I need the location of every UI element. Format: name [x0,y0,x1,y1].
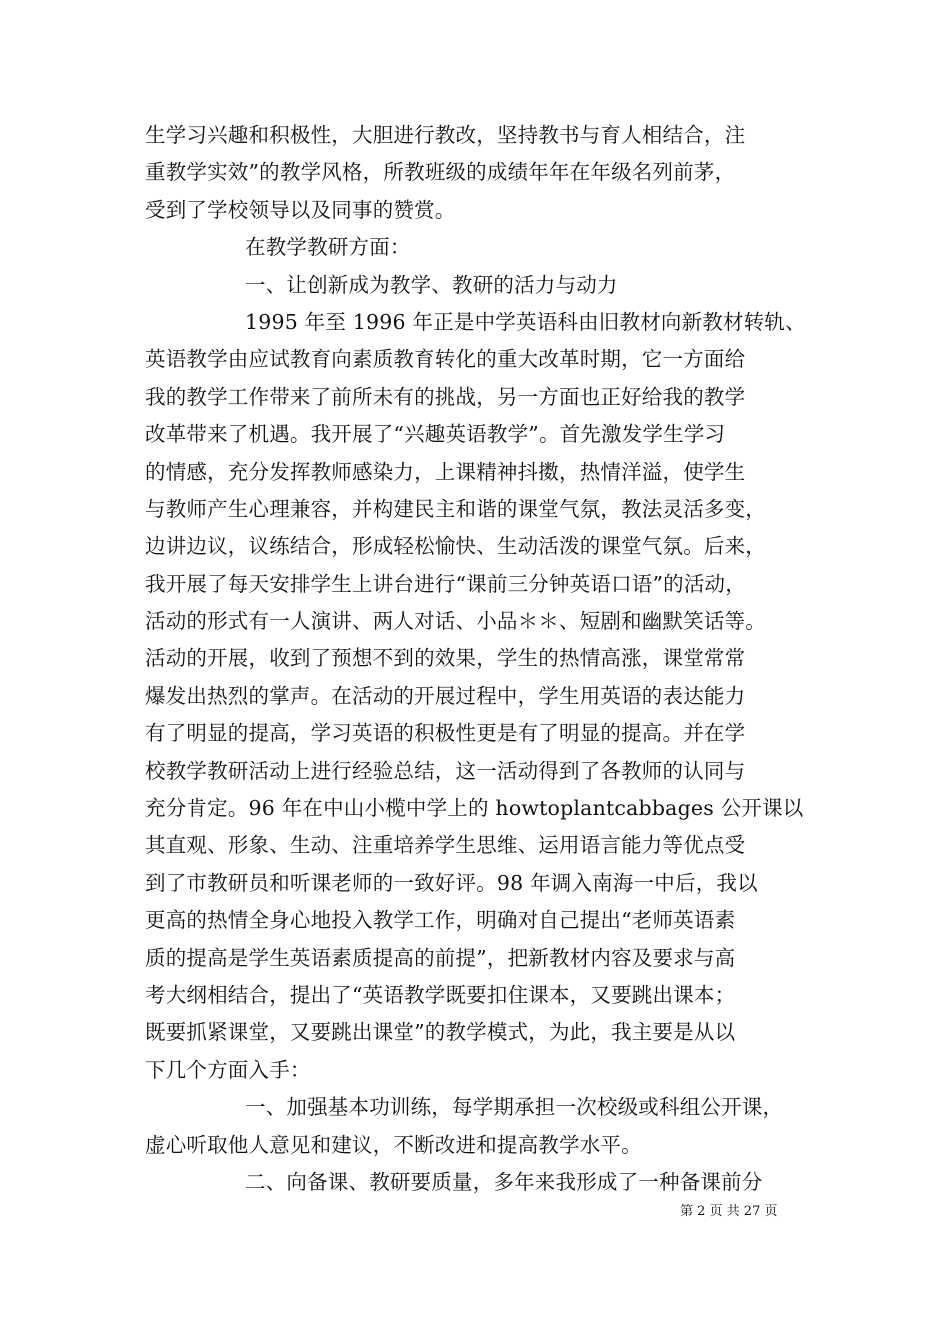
text-line: 我的教学工作带来了前所未有的挑战，另一方面也正好给我的教学 [145,384,746,409]
text-line: 重教学实效”的教学风格，所教班级的成绩年年在年级名列前茅， [145,160,736,185]
text-line: 有了明显的提高，学习英语的积极性更是有了明显的提高。并在学 [145,721,746,746]
document-body [145,117,825,1201]
text-line: 虚心听取他人意见和建议，不断改进和提高教学水平。 [145,1132,642,1157]
text-line: 受到了学校领导以及同事的赞赏。 [145,197,456,222]
text-line: 更高的热情全身心地投入教学工作，明确对自己提出“老师英语素 [145,908,736,933]
text-line: 我开展了每天安排学生上讲台进行“课前三分钟英语口语”的活动， [145,571,746,596]
text-line: 边讲边议，议练结合，形成轻松愉快、生动活泼的课堂气氛。后来， [145,534,766,559]
list-item-line: 二、向备课、教研要质量，多年来我形成了一种备课前分 [245,1169,763,1194]
text-line: 其直观、形象、生动、注重培养学生思维、运用语言能力等优点受 [145,833,746,858]
text-line: 活动的形式有一人演讲、两人对话、小品＊＊、短剧和幽默笑话等。 [145,609,766,634]
paragraph-start-line: 1995 年至 1996 年正是中学英语科由旧教材向新教材转轨、 [245,309,806,334]
list-item-line: 一、加强基本功训练，每学期承担一次校级或科组公开课， [245,1095,784,1120]
text-line: 英语教学由应试教育向素质教育转化的重大改革时期，它一方面给 [145,347,746,372]
text-line: 的情感，充分发挥教师感染力，上课精神抖擞，热情洋溢，使学生 [145,459,746,484]
subsection-heading: 一、让创新成为教学、教研的活力与动力 [245,272,618,297]
text-line: 校教学教研活动上进行经验总结，这一活动得到了各教师的认同与 [145,758,746,783]
text-line: 生学习兴趣和积极性，大胆进行教改，坚持教书与育人相结合，注 [145,123,746,147]
text-line: 活动的开展，收到了预想不到的效果，学生的热情高涨，课堂常常 [145,646,746,671]
text-line: 质的提高是学生英语素质提高的前提”，把新教材内容及要求与高 [145,945,736,970]
text-line: 既要抓紧课堂，又要跳出课堂”的教学模式，为此，我主要是从以 [145,1020,736,1045]
page-number-footer: 第 2 页 共 27 页 [680,1204,778,1219]
text-line: 考大纲相结合，提出了“英语教学既要扣住课本，又要跳出课本； [145,982,736,1007]
text-line: 与教师产生心理兼容，并构建民主和谐的课堂气氛，教法灵活多变， [145,496,766,521]
text-line: 到了市教研员和听课老师的一致好评。98 年调入南海一中后，我以 [145,870,758,895]
section-heading: 在教学教研方面： [245,235,411,260]
text-line: 下几个方面入手： [145,1057,311,1082]
text-line: 爆发出热烈的掌声。在活动的开展过程中，学生用英语的表达能力 [145,683,746,708]
text-line: 充分肯定。96 年在中山小榄中学上的 howtoplantcabbages 公开课以 [145,796,804,821]
text-line: 改革带来了机遇。我开展了“兴趣英语教学”。首先激发学生学习 [145,422,726,447]
